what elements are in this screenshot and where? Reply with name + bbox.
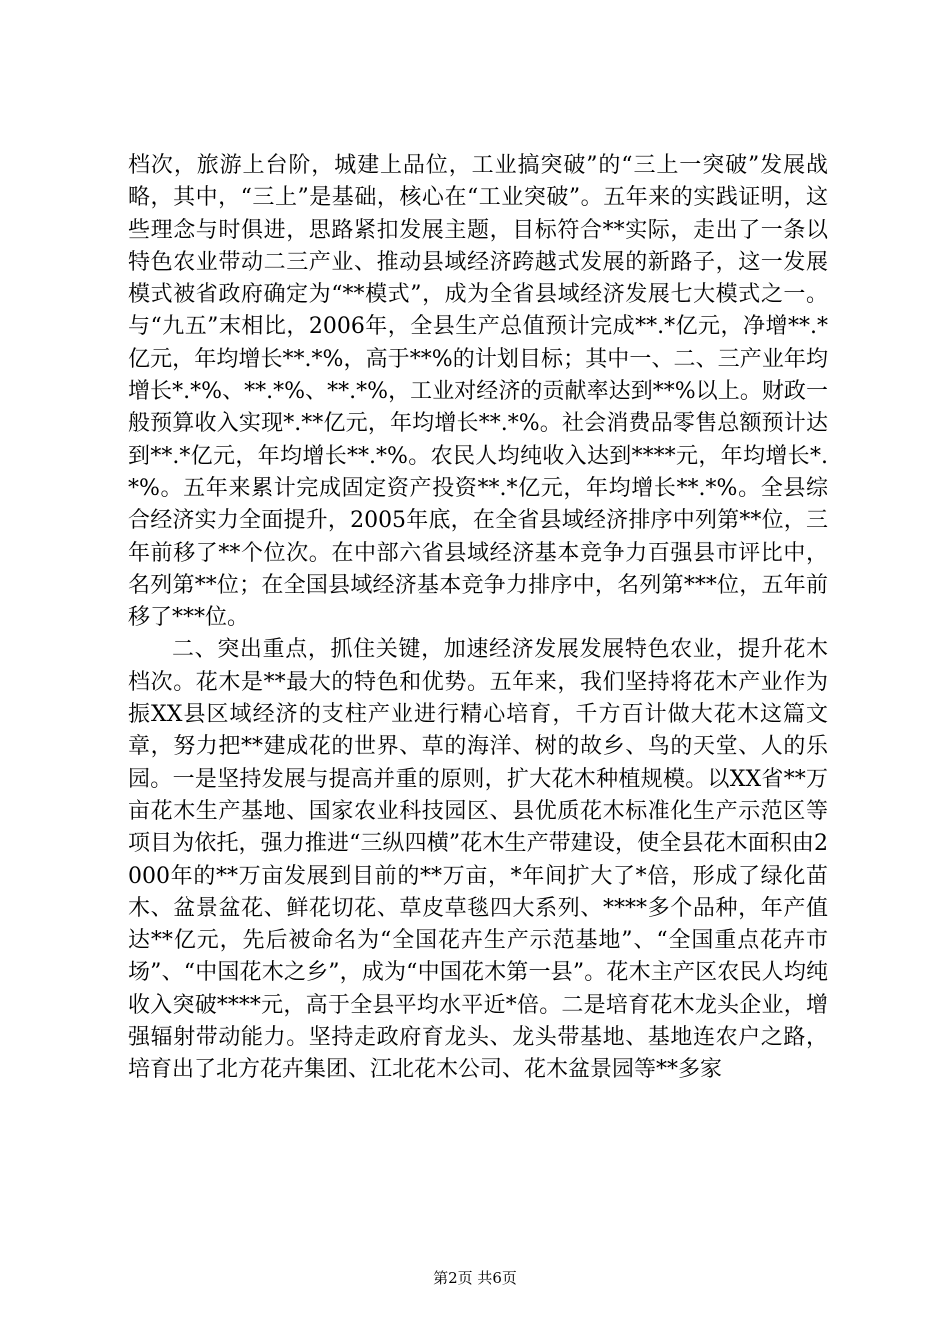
- page-number-indicator: 第2页 共6页: [433, 1269, 517, 1287]
- page-footer: [0, 1268, 950, 1288]
- paragraph-section-two: 二、突出重点，抓住关键，加速经济发展发展特色农业，提升花木档次。花木是**最大的特色和优势。五年来，我们坚持将花木产业作为振XX县区域经济的支柱产业进行精心培育，千方百计做大花木这篇文章，努力把**建成花的世界、草的海洋、树的故乡、鸟的天堂、人的乐园。一是坚持发展与提高并重的原则，扩大花木种植规模。以XX省**万亩花木生产基地、国家农业科技园区、县优质花木标准化生产示范区等项目为依托，强力推进“三纵四横”花木生产带建设，使全县花木面积由2000年的**万亩发展到目前的**万亩，*年间扩大了*倍，形成了绿化苗木、盆景盆花、鲜花切花、草皮草毯四大系列、****多个品种，年产值达**亿元，先后被命名为“全国花卉生产示范基地”、“全国重点花卉市场”、“中国花木之乡”，成为“中国花木第一县”。花木主产区农民人均纯收入突破****元，高于全县平均水平近*倍。二是培育花木龙头企业，增强辐射带动能力。坚持走政府育龙头、龙头带基地、基地连农户之路，培育出了北方花卉集团、江北花木公司、花木盆景园等**多家: [128, 637, 828, 1083]
- document-body: [128, 150, 828, 1087]
- paragraph-continued: 档次，旅游上台阶，城建上品位，工业搞突破”的“三上一突破”发展战略，其中，“三上”是基础，核心在“工业突破”。五年来的实践证明，这些理念与时俱进，思路紧扣发展主题，目标符合**实际，走出了一条以特色农业带动二三产业、推动县域经济跨越式发展的新路子，这一发展模式被省政府确定为“**模式”，成为全省县域经济发展七大模式之一。与“九五”末相比，2006年，全县生产总值预计完成**.*亿元，净增**.*亿元，年均增长**.*%，高于**%的计划目标；其中一、二、三产业年均增长*.*%、**.*%、**.*%，工业对经济的贡献率达到**%以上。财政一般预算收入实现*.**亿元，年均增长**.*%。社会消费品零售总额预计达到**.*亿元，年均增长**.*%。农民人均纯收入达到****元，年均增长*.*%。五年来累计完成固定资产投资**.*亿元，年均增长**.*%。全县综合经济实力全面提升，2005年底，在全省县域经济排序中列第**位，三年前移了**个位次。在中部六省县域经济基本竞争力百强县市评比中，名列第**位；在全国县域经济基本竞争力排序中，名列第***位，五年前移了***位。: [128, 153, 828, 631]
